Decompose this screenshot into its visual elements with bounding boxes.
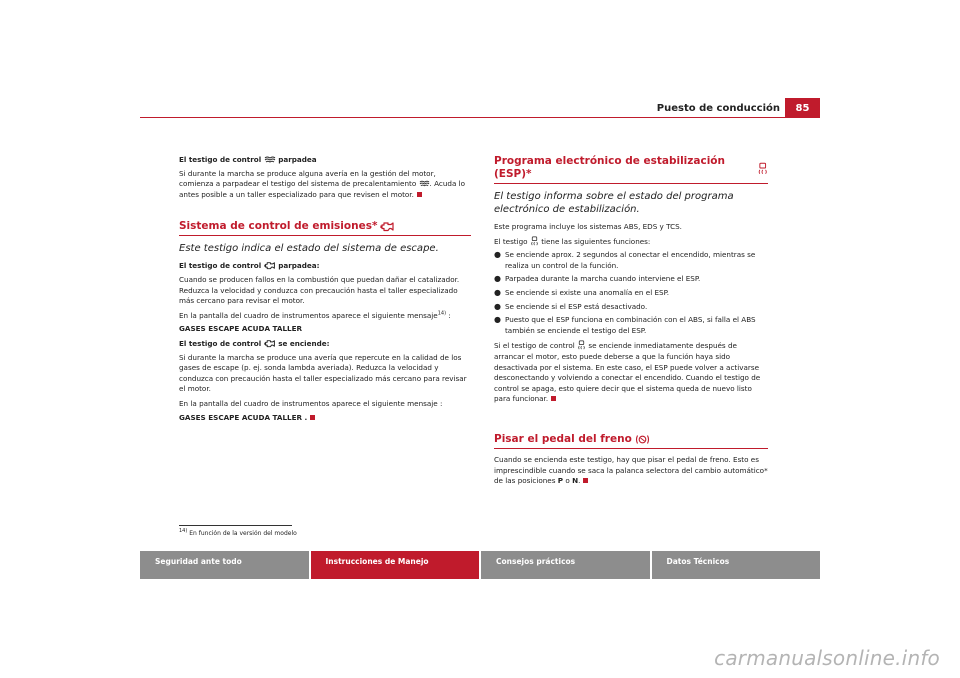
bullet-dot: ● bbox=[494, 315, 501, 325]
emissions-text-2: En la pantalla del cuadro de instrumentos aparece el siguiente mensaje$^{14)}$ : bbox=[179, 310, 451, 320]
bullet-dot: ● bbox=[494, 250, 501, 260]
section-divider bbox=[494, 448, 768, 449]
esp-bullet: ● Parpadea durante la marcha cuando interviene el ESP. bbox=[494, 274, 701, 284]
emissions-text-4: En la pantalla del cuadro de instrumentos aparece el siguiente mensaje : bbox=[179, 398, 443, 408]
precal-text: Si durante la marcha se produce alguna avería en la gestión del motor, comienza a parpadear el testigo del sistema de precalentamiento . Acuda lo antes posible a un taller especializado para que revisen el motor. bbox=[179, 168, 466, 199]
esp-bullet: ● Se enciende si el ESP está desactivado. bbox=[494, 301, 648, 311]
esp-bullet: ● Se enciende aprox. 2 segundos al conectar el encendido, mientras se realiza un control de la función. bbox=[494, 250, 756, 270]
section-divider bbox=[494, 183, 768, 184]
esp-text-3: Si el testigo de control se enciende inmediatamente después de arrancar el motor, esto puede deberse a que la función haya sido desactivada por el sistema. En este caso, el ESP puede volver a activarse desconectando y volviendo a conectar el encendido. Cuando el testigo de control se apaga, esto quiere decir que el sistema queda de nuevo listo para funcionar. bbox=[494, 341, 761, 404]
bullet-dot: ● bbox=[494, 274, 501, 284]
glow-plug-icon bbox=[264, 155, 276, 164]
brake-pedal-icon bbox=[635, 434, 650, 445]
emissions-section bbox=[179, 220, 471, 423]
footer-tab-instrucciones[interactable]: Instrucciones de Manejo bbox=[311, 551, 480, 579]
emissions-heading-blinks: El testigo de control parpadea: bbox=[179, 261, 320, 271]
brake-title: Pisar el pedal del freno bbox=[494, 433, 768, 446]
footer-tab-consejos[interactable]: Consejos prácticos bbox=[481, 551, 650, 579]
page-number-badge: 85 bbox=[785, 98, 820, 118]
glow-plug-icon bbox=[419, 179, 430, 188]
esp-bullet: ● Se enciende si existe una anomalía en el ESP. bbox=[494, 287, 670, 297]
right-column bbox=[494, 155, 768, 490]
section-end-marker bbox=[310, 415, 315, 420]
emissions-text-3: Si durante la marcha se produce una avería que repercute en la calidad de los gases de escape (p. ej. sonda lambda averiada). Reduzca la velocidad y conduzca con precaución hasta el taller especializado más cercano para revisar el motor. bbox=[179, 352, 467, 394]
page-header-title: Puesto de conducción bbox=[656, 103, 780, 114]
section-end-marker bbox=[551, 396, 556, 401]
bullet-dot: ● bbox=[494, 287, 501, 297]
footer-nav bbox=[140, 551, 820, 579]
emissions-title: Sistema de control de emisiones* bbox=[179, 220, 471, 233]
brake-text: Cuando se encienda este testigo, hay que pisar el pedal de freno. Esto es imprescindible cuando se saca la palanca selectora del cambio automático* de las posiciones P o N. bbox=[494, 454, 768, 486]
footnote: $^{14)}$ En función de la versión del modelo bbox=[179, 528, 297, 537]
esp-text-2: El testigo tiene las siguientes funciones: bbox=[494, 236, 651, 246]
esp-skid-icon bbox=[577, 340, 586, 350]
header-divider bbox=[140, 117, 820, 118]
watermark: carmanualsonline.info bbox=[714, 646, 940, 670]
engine-check-icon bbox=[264, 339, 276, 348]
left-column bbox=[179, 155, 471, 426]
section-divider bbox=[179, 235, 471, 236]
engine-check-icon bbox=[380, 221, 395, 232]
precal-heading: El testigo de control parpadea bbox=[179, 155, 317, 164]
section-end-marker bbox=[583, 478, 588, 483]
esp-text-1: Este programa incluye los sistemas ABS, EDS y TCS. bbox=[494, 222, 682, 231]
footnote-divider bbox=[179, 525, 292, 526]
emissions-text-1: Cuando se producen fallos en la combustión que puedan dañar el catalizador. Reduzca la velocidad y conduzca con precaución hasta el taller especializado más cercano para revisar el motor. bbox=[179, 274, 460, 306]
bullet-dot: ● bbox=[494, 301, 501, 311]
footer-tab-datos[interactable]: Datos Técnicos bbox=[652, 551, 821, 579]
footer-tab-seguridad[interactable]: Seguridad ante todo bbox=[140, 551, 309, 579]
esp-title: Programa electrónico de estabilización (ESP)* bbox=[494, 155, 768, 181]
esp-subtitle: El testigo informa sobre el estado del programa electrónico de estabilización. bbox=[494, 191, 734, 215]
emissions-message-2: GASES ESCAPE ACUDA TALLER . bbox=[179, 413, 471, 424]
emissions-heading-lights: El testigo de control se enciende: bbox=[179, 338, 330, 348]
emissions-message-1: GASES ESCAPE ACUDA TALLER bbox=[179, 324, 303, 334]
brake-section bbox=[494, 433, 768, 487]
engine-check-icon bbox=[264, 261, 276, 270]
esp-bullet: ● Puesto que el ESP funciona en combinación con el ABS, si falla el ABS también se enciende el testigo del ESP. bbox=[494, 315, 756, 335]
section-end-marker bbox=[417, 192, 422, 197]
footnote-reference: 14) bbox=[437, 310, 447, 317]
esp-skid-icon bbox=[530, 236, 539, 246]
esp-skid-icon bbox=[757, 162, 768, 175]
emissions-subtitle: Este testigo indica el estado del sistema de escape. bbox=[179, 243, 439, 255]
